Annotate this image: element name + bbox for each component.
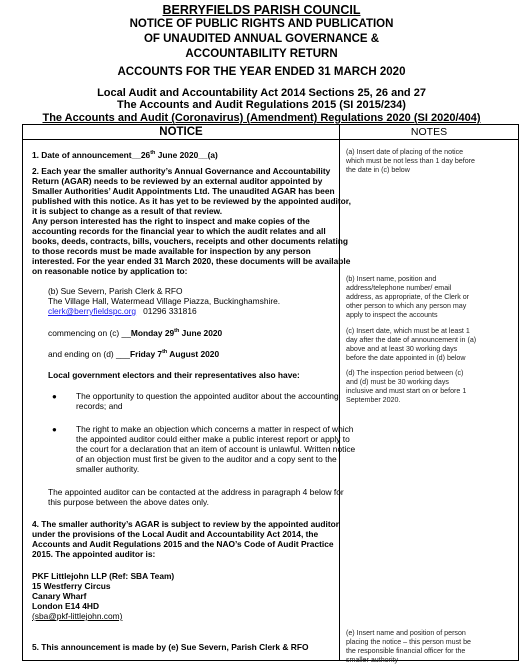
announcement-date: 1. Date of announcement__26th June 2020__(a) [32, 149, 218, 160]
notice-title: NOTICE OF PUBLIC RIGHTS AND PUBLICATION [129, 18, 394, 30]
bullet-dot-icon: ● [52, 392, 57, 401]
bullet2-line: smaller authority. [76, 464, 140, 474]
bullet2-line: The right to make an objection which concerns a matter in respect of which [76, 424, 354, 434]
note-a-line: (a) Insert date of placing of the notice [346, 148, 464, 156]
para2-line: Any person interested has the right to inspect and make copies of the [32, 216, 310, 226]
legislation-regulations: The Accounts and Audit Regulations 2015 (SI 2015/234) [117, 99, 406, 111]
auditor-contact-line: The appointed auditor can be contacted at the address in paragraph 4 below for [48, 487, 344, 497]
note-d-line: and (d) must be 30 working days [346, 378, 449, 386]
contact-name: (b) Sue Severn, Parish Clerk & RFO [48, 286, 183, 296]
bullet2-line: of an objection must first be given to the auditor and a copy sent to the [76, 454, 337, 464]
legislation-coronavirus: The Accounts and Audit (Coronavirus) (Amendment) Regulations 2020 (SI 2020/404) [42, 112, 481, 124]
accounts-year: ACCOUNTS FOR THE YEAR ENDED 31 MARCH 2020 [117, 66, 406, 78]
note-e-line: smaller authority [346, 656, 399, 664]
para2-line: it is subject to change as a result of that review. [32, 206, 223, 216]
note-e-line: (e) Insert name and position of person [346, 629, 466, 637]
para2-line: interested. For the year ended 31 March 2020, these documents will be available [32, 256, 351, 266]
para4-line: 4. The smaller authority’s AGAR is subject to review by the appointed auditor [32, 519, 339, 529]
announcement-by: 5. This announcement is made by (e) Sue Severn, Parish Clerk & RFO [32, 642, 309, 652]
auditor-email[interactable]: (sba@pkf-littlejohn.com) [32, 611, 123, 621]
auditor-city: London E14 4HD [32, 601, 100, 611]
commencing-date: commencing on (c) __Monday 29th June 2020 [48, 327, 223, 338]
notice-subtitle-2: ACCOUNTABILITY RETURN [185, 48, 338, 60]
notice-subtitle: OF UNAUDITED ANNUAL GOVERNANCE & [143, 33, 380, 45]
para2-line: on reasonable notice by application to: [32, 266, 188, 276]
notes-column-header: NOTES [340, 125, 519, 140]
note-b-line: other person to which any person may [346, 302, 467, 310]
note-b-line: (b) Insert name, position and [346, 275, 437, 283]
contact-line [48, 307, 197, 317]
note-b-line: apply to inspect the accounts [346, 311, 438, 319]
contact-address: The Village Hall, Watermead Village Piazza, Buckinghamshire. [48, 296, 281, 306]
notes-column [340, 140, 519, 664]
para4-line: Accounts and Audit Regulations 2015 and the NAO’s Code of Audit Practice [32, 539, 334, 549]
note-d-line: (d) The inspection period between (c) [346, 369, 464, 377]
para4-line: 2015. The appointed auditor is: [32, 549, 156, 559]
auditor-area: Canary Wharf [32, 591, 87, 601]
notice-column [23, 140, 356, 661]
note-e-line: the responsible financial officer for the [346, 647, 466, 655]
para2-line: Return (AGAR) needs to be reviewed by an external auditor appointed by [32, 176, 323, 186]
para2-line: published with this notice. As it has yet to be reviewed by the appointed auditor, [32, 196, 351, 206]
para2-line: accounting records for the financial year to which the audit relates and all [32, 226, 326, 236]
note-d-line: inclusive and must start on or before 1 [346, 387, 467, 395]
auditor-street: 15 Westferry Circus [32, 581, 111, 591]
para2-line: to those records must be made available for inspection by any person [32, 246, 311, 256]
para2-line: books, deeds, contracts, bills, vouchers, receipts and other documents relating [32, 236, 349, 246]
note-c-line: above and at least 30 working days [346, 345, 458, 353]
notice-table [22, 124, 519, 664]
para4-line: under the provisions of the Local Audit and Accountability Act 2014, the [32, 529, 319, 539]
note-b-line: address, as appropriate, of the Clerk or [346, 293, 470, 301]
auditor-contact-line: this purpose between the above dates only. [48, 497, 209, 507]
bullet1-line: records; and [76, 401, 123, 411]
bullet2-line: the court for a declaration that an item of account is unlawful. Written notice [76, 444, 356, 454]
note-e-line: placing the notice – this person must be [346, 638, 472, 646]
notice-column-header: NOTICE [23, 125, 340, 140]
legislation-act: Local Audit and Accountability Act 2014 Sections 25, 26 and 27 [97, 87, 426, 99]
note-a-line: which must be not less than 1 day before [346, 157, 475, 165]
council-name: BERRYFIELDS PARISH COUNCIL [162, 3, 361, 17]
bullet2-line: the appointed auditor could either make a public interest report or apply to [76, 434, 350, 444]
contact-email-link[interactable]: clerk@berryfieldspc.org [48, 306, 137, 316]
para2-line: 2. Each year the smaller authority’s Annual Governance and Accountability [32, 166, 331, 176]
note-c-line: before the date appointed in (d) below [346, 354, 466, 362]
bullet1-line: The opportunity to question the appointed auditor about the accounting [76, 391, 339, 401]
note-c-line: (c) Insert date, which must be at least 1 [346, 327, 470, 335]
contact-phone: 01296 331816 [143, 306, 197, 316]
note-c-line: day after the date of announcement in (a) [346, 336, 477, 344]
auditor-name: PKF Littlejohn LLP (Ref: SBA Team) [32, 571, 175, 581]
note-d-line: September 2020. [346, 396, 401, 404]
electors-heading: Local government electors and their representatives also have: [48, 370, 300, 380]
note-b-line: address/telephone number/ email [346, 284, 452, 292]
note-a-line: the date in (c) below [346, 166, 410, 174]
para2-line: Smaller Authorities’ Audit Appointments Ltd. The unaudited AGAR has been [32, 186, 335, 196]
bullet-dot-icon: ● [52, 425, 57, 434]
ending-date: and ending on (d) ___Friday 7th August 2020 [48, 348, 220, 359]
